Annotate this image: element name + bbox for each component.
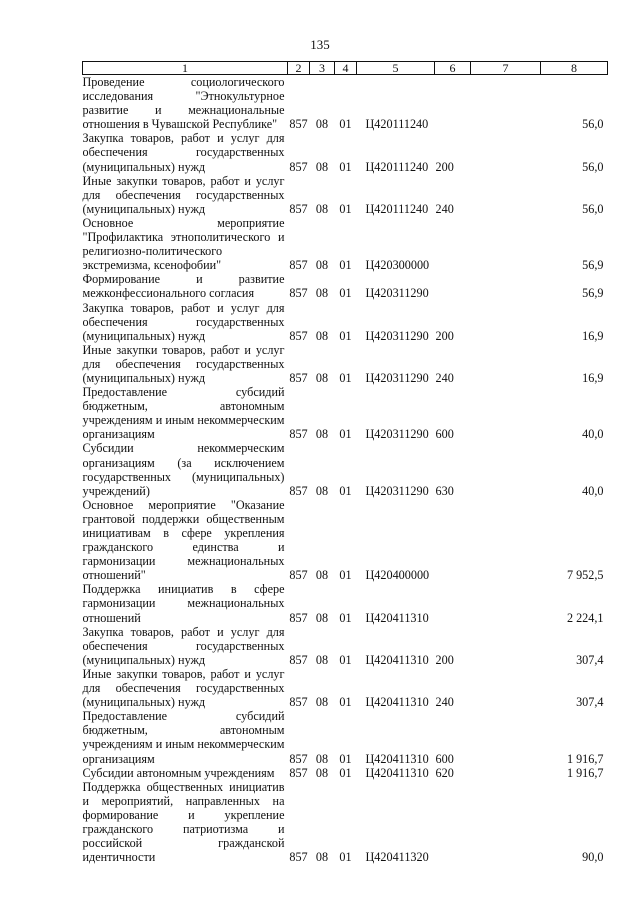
page-number: 135 [310, 37, 330, 52]
code-rz: 08 [315, 610, 329, 625]
code-vr [435, 75, 471, 132]
code-csr: Ц420111240 [365, 117, 429, 132]
column-7-value [471, 625, 541, 667]
code-pr: 01 [339, 159, 352, 174]
code-csr: Ц420411320 [365, 850, 429, 865]
code-vr: 240 [435, 695, 454, 710]
column-7-value [471, 709, 541, 765]
column-7-value [471, 766, 541, 780]
item-name: Формирование и развитие межконфессионального согласия [82, 272, 285, 301]
column-7-value [471, 441, 541, 497]
code-rz: 08 [315, 850, 329, 865]
item-name: Субсидии некоммерческим организациям (за исключением государственных (муниципальных) учреждений) [82, 441, 285, 498]
code-rz: 08 [315, 568, 329, 583]
code-gr: 857 [289, 483, 308, 498]
table-row [83, 667, 608, 709]
code-vr: 600 [435, 751, 454, 766]
column-header-8: 8 [541, 62, 608, 75]
code-pr: 01 [339, 850, 352, 865]
column-header-6: 6 [435, 62, 471, 75]
code-vr: 200 [435, 328, 454, 343]
item-name: Предоставление субсидий бюджетным, автономным учреждениям и иным некоммерческим организациям [82, 709, 285, 766]
code-rz: 08 [315, 117, 329, 132]
table-row [83, 216, 608, 272]
amount: 16,9 [582, 370, 604, 385]
code-pr: 01 [339, 751, 352, 766]
column-header-3: 3 [310, 62, 335, 75]
table-row [83, 582, 608, 624]
amount: 1 916,7 [566, 765, 604, 780]
code-gr: 857 [289, 652, 308, 667]
code-gr: 857 [289, 610, 308, 625]
amount: 56,0 [582, 201, 604, 216]
column-7-value [471, 216, 541, 272]
code-vr: 600 [435, 427, 454, 442]
table-header [83, 62, 608, 75]
code-pr: 01 [339, 370, 352, 385]
amount: 56,0 [582, 159, 604, 174]
item-name: Иные закупки товаров, работ и услуг для обеспечения государственных (муниципальных) нужд [82, 666, 285, 710]
code-pr: 01 [339, 427, 352, 442]
code-pr: 01 [339, 568, 352, 583]
code-gr: 857 [289, 201, 308, 216]
amount: 56,9 [582, 258, 604, 273]
column-7-value [471, 498, 541, 583]
table-row [83, 625, 608, 667]
column-7-value [471, 780, 541, 865]
code-gr: 857 [289, 568, 308, 583]
code-vr: 630 [435, 483, 454, 498]
amount: 7 952,5 [566, 568, 604, 583]
code-vr [435, 272, 471, 300]
code-pr: 01 [339, 483, 352, 498]
code-pr: 01 [339, 610, 352, 625]
code-rz: 08 [315, 286, 329, 301]
code-vr [435, 582, 471, 624]
code-gr: 857 [289, 427, 308, 442]
code-rz: 08 [315, 695, 329, 710]
code-vr: 620 [435, 765, 454, 780]
code-gr: 857 [289, 117, 308, 132]
table-row [83, 498, 608, 583]
item-name: Иные закупки товаров, работ и услуг для обеспечения государственных (муниципальных) нужд [82, 342, 285, 385]
table-row [83, 766, 608, 780]
item-name: Закупка товаров, работ и услуг для обеспечения государственных (муниципальных) нужд [82, 624, 285, 667]
code-rz: 08 [315, 427, 329, 442]
table-row [83, 272, 608, 300]
code-gr: 857 [289, 370, 308, 385]
table-row [83, 174, 608, 216]
column-7-value [471, 582, 541, 624]
item-name: Закупка товаров, работ и услуг для обеспечения государственных (муниципальных) нужд [82, 300, 285, 343]
code-gr: 857 [289, 258, 308, 273]
code-rz: 08 [315, 370, 329, 385]
code-csr: Ц420411310 [365, 695, 429, 710]
code-vr: 200 [435, 159, 454, 174]
table-row [83, 131, 608, 173]
code-pr: 01 [339, 117, 352, 132]
item-name: Основное мероприятие "Профилактика этнополитического и религиозно-политического экстремизма, ксенофобии" [82, 215, 285, 273]
code-csr: Ц420111240 [365, 159, 429, 174]
code-csr: Ц420300000 [365, 258, 430, 273]
code-vr [435, 498, 471, 583]
code-csr: Ц420411310 [365, 765, 429, 780]
header-row [83, 62, 608, 75]
code-rz: 08 [315, 258, 329, 273]
code-gr: 857 [289, 695, 308, 710]
code-gr: 857 [289, 286, 308, 301]
code-rz: 08 [315, 652, 329, 667]
code-csr: Ц420411310 [365, 751, 429, 766]
item-name: Поддержка инициатив в сфере гармонизации межнациональных отношений [82, 582, 285, 625]
code-csr: Ц420111240 [365, 201, 429, 216]
code-pr: 01 [339, 201, 352, 216]
table-row [83, 75, 608, 132]
code-gr: 857 [289, 765, 308, 780]
column-7-value [471, 301, 541, 343]
column-header-2: 2 [288, 62, 310, 75]
table-body [83, 75, 608, 865]
table-row [83, 301, 608, 343]
code-gr: 857 [289, 850, 308, 865]
code-csr: Ц420411310 [365, 610, 429, 625]
item-name: Иные закупки товаров, работ и услуг для обеспечения государственных (муниципальных) нужд [82, 173, 285, 216]
item-name: Проведение социологического исследования "Этнокультурное развитие и межнациональные отношения в Чувашской Республике" [82, 75, 285, 132]
code-rz: 08 [315, 328, 329, 343]
code-vr [435, 780, 471, 865]
amount: 307,4 [576, 652, 604, 667]
code-rz: 08 [315, 765, 329, 780]
code-pr: 01 [339, 765, 352, 780]
code-gr: 857 [289, 328, 308, 343]
column-7-value [471, 174, 541, 216]
column-header-7: 7 [471, 62, 541, 75]
code-csr: Ц420400000 [365, 568, 430, 583]
column-7-value [471, 272, 541, 300]
code-csr: Ц420311290 [365, 370, 429, 385]
code-csr: Ц420311290 [365, 328, 429, 343]
code-vr: 240 [435, 370, 454, 385]
code-rz: 08 [315, 483, 329, 498]
amount: 56,0 [582, 117, 604, 132]
budget-table [82, 61, 608, 864]
amount: 40,0 [582, 427, 604, 442]
code-rz: 08 [315, 201, 329, 216]
code-csr: Ц420311290 [365, 286, 429, 301]
code-pr: 01 [339, 258, 352, 273]
code-rz: 08 [315, 751, 329, 766]
item-name: Закупка товаров, работ и услуг для обеспечения государственных (муниципальных) нужд [82, 131, 285, 174]
code-csr: Ц420311290 [365, 427, 429, 442]
column-header-4: 4 [335, 62, 357, 75]
table-row [83, 441, 608, 497]
code-vr: 240 [435, 201, 454, 216]
table-row [83, 343, 608, 385]
item-name: Субсидии автономным учреждениям [82, 765, 275, 780]
amount: 2 224,1 [566, 610, 604, 625]
code-vr: 200 [435, 652, 454, 667]
item-name: Поддержка общественных инициатив и мероприятий, направленных на формирование и укрепление гражданского патриотизма и российской гражданской идентичности [82, 779, 285, 865]
amount: 90,0 [582, 850, 604, 865]
code-vr [435, 216, 471, 272]
amount: 307,4 [576, 695, 604, 710]
column-header-1: 1 [83, 62, 288, 75]
table-row [83, 385, 608, 441]
code-csr: Ц420411310 [365, 652, 429, 667]
code-pr: 01 [339, 652, 352, 667]
code-gr: 857 [289, 751, 308, 766]
code-pr: 01 [339, 286, 352, 301]
item-name: Основное мероприятие "Оказание грантовой поддержки общественным инициативам в сфере укрепления гражданского единства и гармонизации межнациональных отношений" [82, 497, 285, 583]
item-name: Предоставление субсидий бюджетным, автономным учреждениям и иным некоммерческим организациям [82, 385, 285, 442]
amount: 40,0 [582, 483, 604, 498]
code-csr: Ц420311290 [365, 483, 429, 498]
amount: 1 916,7 [566, 751, 604, 766]
amount: 56,9 [582, 286, 604, 301]
column-header-5: 5 [357, 62, 435, 75]
amount: 16,9 [582, 328, 604, 343]
table-row [83, 709, 608, 765]
code-pr: 01 [339, 328, 352, 343]
code-rz: 08 [315, 159, 329, 174]
code-gr: 857 [289, 159, 308, 174]
column-7-value [471, 75, 541, 132]
column-7-value [471, 667, 541, 709]
column-7-value [471, 343, 541, 385]
table-row [83, 780, 608, 865]
code-pr: 01 [339, 695, 352, 710]
column-7-value [471, 131, 541, 173]
column-7-value [471, 385, 541, 441]
